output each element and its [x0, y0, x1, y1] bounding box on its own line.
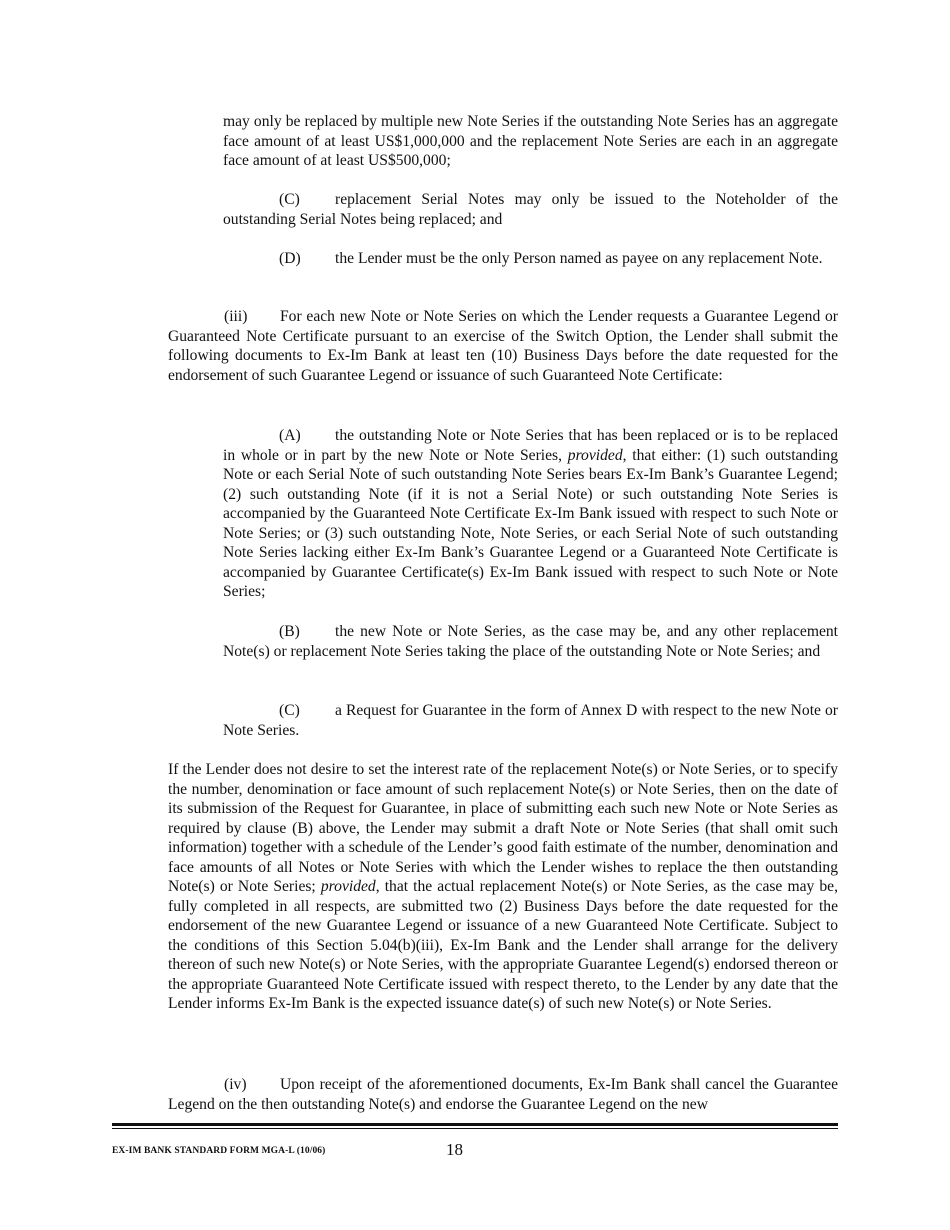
- footer-rule-thin: [112, 1128, 838, 1129]
- clause-label: (iv): [224, 1076, 247, 1093]
- paragraph-b-new-note: (B) the new Note or Note Series, as the case may be, and any other replacement Note(s) or replacement Note Series taking the place of the outstanding Note or Note Series; and: [223, 623, 838, 660]
- clause-label: (B): [279, 623, 300, 640]
- clause-label: (C): [279, 702, 300, 719]
- emphasis-provided: provided: [567, 446, 623, 464]
- paragraph-iv-receipt: (iv) Upon receipt of the aforementioned documents, Ex-Im Bank shall cancel the Guarantee Legend on the then outstanding Note(s) and endorse the Guarantee Legend on the new: [168, 1076, 838, 1113]
- paragraph-a-outstanding-note: (A) the outstanding Note or Note Series that has been replaced or is to be replaced in whole or in part by the new Note or Note Series, provided, that either: (1) such outstanding Note or each Serial Note of such outstanding Note Series bears Ex-Im Bank’s Guarantee Legend; (2) such outstanding Note (if it is not a Serial Note) or such outstanding Note Series is accompanied by the Guaranteed Note Certificate Ex-Im Bank issued with respect to such Note or Note Series; or (3) such outstanding Note, Note Series, or each Serial Note of such outstanding Note Series lacking either Ex-Im Bank’s Guarantee Legend or a Guaranteed Note Certificate is accompanied by Guarantee Certificate(s) Ex-Im Bank issued with respect to such Note or Note Series;: [223, 427, 838, 600]
- footer-rule-thick: [112, 1123, 838, 1126]
- clause-label: (C): [279, 191, 300, 208]
- paragraph-continuation: may only be replaced by multiple new Note Series if the outstanding Note Series has an aggregate face amount of at least US$1,000,000 and the replacement Note Series are each in an aggregate face amount of at least US$500,000;: [223, 113, 838, 169]
- clause-label: (iii): [224, 308, 248, 325]
- footer-form-name: EX-IM BANK STANDARD FORM MGA-L (10/06): [112, 1146, 326, 1156]
- clause-label: (D): [279, 250, 301, 267]
- paragraph-if-lender: If the Lender does not desire to set the interest rate of the replacement Note(s) or Note Series, or to specify the number, denomination or face amount of such replacement Note(s) or Note Series, then on the date of its submission of the Request for Guarantee, in place of submitting each such new Note or Note Series as required by clause (B) above, the Lender may submit a draft Note or Note Series (that shall omit such information) together with a schedule of the Lender’s good faith estimate of the number, denomination and face amounts of all Notes or Note Series with which the Lender wishes to replace the then outstanding Note(s) or Note Series; provided, that the actual replacement Note(s) or Note Series, as the case may be, fully completed in all respects, are submitted two (2) Business Days before the date requested for the endorsement of the new Guarantee Legend or issuance of a new Guaranteed Note Certificate. Subject to the conditions of this Section 5.04(b)(iii), Ex-Im Bank and the Lender shall arrange for the delivery thereon of such new Note(s) or Note Series, with the appropriate Guarantee Legend(s) endorsed thereon or the appropriate Guaranteed Note Certificate issued with respect thereto, to the Lender by any date that the Lender informs Ex-Im Bank is the expected issuance date(s) of such new Note(s) or Note Series.: [168, 761, 838, 1012]
- page-number: 18: [446, 1140, 463, 1159]
- emphasis-provided: provided: [320, 878, 376, 895]
- paragraph-iii-documents: (iii) For each new Note or Note Series on which the Lender requests a Guarantee Legend or Guaranteed Note Certificate pursuant to an exercise of the Switch Option, the Lender shall submit the following documents to Ex-Im Bank at least ten (10) Business Days before the date requested for the endorsement of such Guarantee Legend or issuance of such Guaranteed Note Certificate:: [168, 308, 838, 384]
- paragraph-c-request-guarantee: (C) a Request for Guarantee in the form of Annex D with respect to the new Note or Note Series.: [223, 702, 838, 739]
- paragraph-d-payee: (D) the Lender must be the only Person named as payee on any replacement Note.: [279, 250, 823, 267]
- paragraph-c-serial-notes: (C) replacement Serial Notes may only be issued to the Noteholder of the outstanding Serial Notes being replaced; and: [223, 191, 838, 228]
- clause-label: (A): [279, 427, 301, 444]
